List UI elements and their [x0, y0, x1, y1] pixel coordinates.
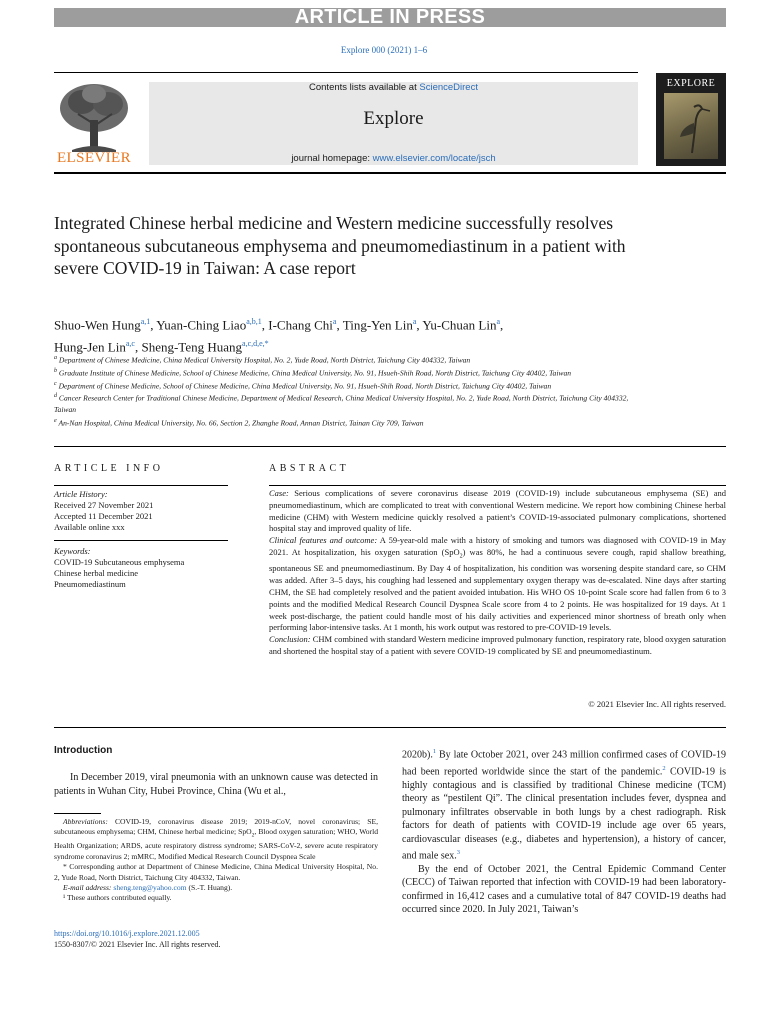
keyword-item: Chinese herbal medicine: [54, 568, 139, 578]
article-history: [54, 489, 228, 533]
heron-illustration: [664, 93, 718, 159]
footnotes: [54, 817, 378, 904]
introduction-heading: Introduction: [54, 745, 113, 756]
author-affiliation-marker[interactable]: a,1: [140, 317, 151, 326]
author-separator: ,: [336, 317, 343, 333]
abbreviations-footnote: [54, 817, 378, 862]
intro-paragraph: In December 2019, viral pneumonia with an unknown cause was detected in patients in Wuhan City, Hubei Province, China (Wu et al.,: [54, 772, 378, 797]
body-left-column: [54, 771, 378, 798]
right-paragraph-1: [402, 745, 726, 863]
author-separator: ,: [150, 317, 157, 333]
conclusion-label: Conclusion:: [269, 634, 311, 645]
journal-homepage-link[interactable]: www.elsevier.com/locate/jsch: [372, 153, 496, 164]
abbreviations-label: Abbreviations:: [63, 817, 108, 826]
abbreviations-subscript: 2: [251, 832, 255, 839]
cover-title: EXPLORE: [666, 78, 716, 89]
citation-marker[interactable]: 2: [662, 764, 666, 772]
keywords-label: Keywords:: [54, 546, 91, 556]
contents-prefix: Contents lists available at: [309, 82, 420, 93]
clinical-text: A 59-year-old male with a history of smoking and tumors was diagnosed with COVID-19 in May 2021. At hospitalization, his oxygen saturation (SpO: [269, 535, 726, 557]
affiliation-text: Department of Chinese Medicine, School of Chinese Medicine, China Medical University, No. 91, Hsueh-Shih Road, North District, Taichung City 40402, Taiwan: [58, 381, 552, 391]
abstract-heading: ABSTRACT: [269, 463, 350, 474]
author-name[interactable]: Hung-Jen Lin: [54, 339, 126, 355]
footnote-rule: [54, 813, 101, 814]
right-paragraph-2: By the end of October 2021, the Central Epidemic Command Center (CECC) of Taiwan reported that infection with COVID-19 had been laboratory-confirmed in 16,412 cases and a cumulative total of 847 COVID-19 deaths had occurred since 2020. In July 2021, Taiwan’s: [402, 863, 726, 916]
accepted-date: Accepted 11 December 2021: [54, 511, 153, 521]
author-name[interactable]: Shuo-Wen Hung: [54, 317, 141, 333]
body-rule: [54, 727, 726, 728]
affiliation-item: [54, 366, 644, 379]
journal-name: Explore: [363, 108, 424, 129]
author-affiliation-marker[interactable]: a: [496, 317, 501, 326]
article-info-heading: ARTICLE INFO: [54, 463, 164, 474]
email-footnote: [54, 883, 378, 893]
abstract-body: [269, 488, 726, 658]
affiliation-item: [54, 379, 644, 392]
keywords-block: [54, 546, 228, 590]
author-name[interactable]: I-Chang Chi: [268, 317, 333, 333]
sciencedirect-link[interactable]: ScienceDirect: [419, 82, 478, 93]
article-info-rule: [54, 485, 228, 486]
email-suffix: (S.-T. Huang).: [186, 882, 233, 892]
section-rule: [54, 446, 726, 447]
abstract-clinical: [269, 535, 726, 634]
affiliation-text: Cancer Research Center for Traditional Chinese Medicine, Department of Medical Research, China Medical University Hospital, No. 2, Yude Road, North District, Taichung City 404332, Taiwan: [54, 394, 629, 415]
affiliation-marker: b: [54, 367, 57, 374]
case-text: Serious complications of severe coronavirus disease 2019 (COVID-19) include subcutaneous emphysema (SE) and pneumomediastinum, which are complicated to treat with conventional Western medicine. We report how combining Chinese herbal medicine (CHM) with Western medicine quickly resolved a patient’s COVID-19-associated pulmonary complications, shortened hospital stay and improved quality of life.: [269, 488, 726, 534]
author-affiliation-marker[interactable]: a,b,1: [246, 317, 262, 326]
clinical-label: Clinical features and outcome:: [269, 535, 378, 546]
author-separator: ,: [134, 339, 142, 355]
right-text: By late October 2021, over 243 million confirmed cases of COVID-19 had been reported worldwide since the start of the pandemic.: [402, 749, 726, 778]
right-text: 2020b).: [402, 749, 433, 761]
affiliation-marker: c: [54, 380, 57, 387]
received-date: Received 27 November 2021: [54, 500, 154, 510]
email-link[interactable]: sheng.teng@yahoo.com: [113, 882, 187, 892]
author-name[interactable]: Sheng-Teng Huang: [141, 339, 243, 355]
article-in-press-banner: ARTICLE IN PRESS: [54, 8, 726, 27]
history-label: Article History:: [54, 489, 108, 499]
author-list: [54, 312, 694, 357]
abbreviations-text-cont: , Blood oxygen saturation; WHO, World Health Organization; ARDS, acute respiratory distress syndrome; SARS-CoV-2, severe acute respiratory syndrome coronavirus 2; mMRC, Modified Medical Research Council Dyspnea Scale: [54, 827, 378, 861]
conclusion-text: CHM combined with standard Western medicine improved pulmonary function, respiratory rate, blood oxygen saturation and shortened the hospital stay of a patient with severe COVID-19 complicated by SE and pneumomediastinum.: [269, 634, 726, 657]
journal-homepage-line: [149, 153, 638, 164]
author-affiliation-marker[interactable]: a,c: [125, 339, 135, 349]
clinical-subscript: 2: [459, 553, 463, 560]
cover-artwork: [664, 93, 718, 159]
citation-marker[interactable]: 3: [456, 849, 460, 857]
equal-contribution-footnote: ¹ These authors contributed equally.: [63, 893, 172, 903]
abbreviations-text: COVID-19, coronavirus disease 2019; 2019-nCoV, novel coronavirus; SE, subcutaneous emphysema; CHM, Chinese herbal medicine; SpO: [54, 817, 378, 837]
author-name[interactable]: Ting-Yen Lin: [342, 317, 413, 333]
author-separator: ,: [261, 317, 269, 333]
affiliation-item: [54, 391, 644, 415]
abstract-rule: [269, 485, 726, 486]
journal-citation-link[interactable]: Explore 000 (2021) 1–6: [340, 45, 428, 55]
affiliation-item: [54, 353, 644, 366]
masthead-top-rule: [54, 72, 638, 73]
affiliation-marker: d: [54, 393, 57, 400]
email-label: E-mail address:: [63, 882, 112, 892]
article-title: Integrated Chinese herbal medicine and Western medicine successfully resolves spontaneous subcutaneous emphysema and pneumomediastinum in a patient with severe COVID-19 in Taiwan: A case report: [54, 213, 626, 278]
doi-block: [54, 928, 221, 950]
homepage-prefix: journal homepage:: [291, 153, 373, 164]
citation-marker[interactable]: 1: [432, 748, 437, 755]
affiliation-text: Department of Chinese Medicine, China Medical University Hospital, No. 2, Yude Road, North District, Taichung City 404332, Taiwan: [58, 355, 471, 365]
affiliation-marker: a: [54, 355, 57, 361]
author-affiliation-marker[interactable]: a: [412, 317, 417, 326]
doi-link[interactable]: https://doi.org/10.1016/j.explore.2021.12.005: [54, 929, 200, 938]
author-name[interactable]: Yu-Chuan Lin: [422, 317, 497, 333]
contents-available-line: [149, 82, 638, 93]
elsevier-wordmark: ELSEVIER: [56, 150, 132, 166]
masthead-bottom-rule: [54, 172, 726, 174]
issn-line: 1550-8307/© 2021 Elsevier Inc. All rights reserved.: [54, 940, 221, 949]
keyword-item: COVID-19 Subcutaneous emphysema: [54, 557, 185, 567]
right-text: COVID-19 is highly contagious and is classified by traditional Chinese medicine (TCM) theory as “pestilent Qi”. The clinical presentation includes fever, dyspnea and pulmonary infiltrates observable in both lungs by a chest radiograph. Risk factors for death of patients with COVID-19 include age over 65 years, cardiovascular diseases (e.g., diabetes and hypertension), a history of cancer, and male sex.: [402, 766, 726, 862]
affiliation-item: [54, 416, 644, 429]
affiliation-marker: e: [54, 417, 57, 424]
corresponding-author-footnote: * Corresponding author at Department of Chinese Medicine, China Medical University Hospital, No. 2, Yude Road, North District, Taichung City 404332, Taiwan.: [54, 862, 378, 882]
case-label: Case:: [269, 488, 289, 498]
affiliation-text: Graduate Institute of Chinese Medicine, School of Chinese Medicine, China Medical University, No. 91, Hsueh-Shih Road, North District, Taichung City 40402, Taiwan: [58, 368, 572, 378]
abstract-conclusion: [269, 634, 726, 658]
author-affiliation-marker[interactable]: a: [332, 317, 337, 326]
journal-cover-thumbnail[interactable]: [656, 73, 726, 166]
author-separator: ,: [416, 317, 423, 333]
author-separator: ,: [500, 317, 504, 333]
abstract-copyright: © 2021 Elsevier Inc. All rights reserved.: [588, 699, 726, 709]
online-date: Available online xxx: [54, 522, 125, 532]
body-right-column: [402, 745, 726, 917]
keywords-rule: [54, 540, 228, 541]
abstract-case: [269, 488, 726, 535]
affiliation-text: An-Nan Hospital, China Medical University, No. 66, Section 2, Zhanghe Road, Annan District, Tainan City 709, Taiwan: [58, 418, 424, 428]
affiliation-list: [54, 353, 644, 428]
keyword-item: Pneumomediastinum: [54, 579, 126, 589]
author-affiliation-marker[interactable]: a,c,d,e,*: [242, 339, 269, 349]
clinical-text-cont: ) was 80%, he had a continuous severe cough, rapid shallow breathing, spontaneous SE and pneumomediastinum. By Day 4 of hospitalization, his condition was worsening despite standard care, so CHM was added. After 3–5 days, his coughing had lessened and supplementary oxygen therapy was de-escalated. Nine days after starting CHM, the SE had completely resolved and the patient avoided intubation. His WHO OS 10-point Scale score had fallen from 6 to 3 points and the modified Medical Research Council Dyspnea Scale score from 4 to 2 points. He was hospitalized for 19 days. At 1 week post-discharge, the patient could handle most of his daily activities and experienced minor shortness of breath only when performing labor-intensive tasks. At 1 month, his work output was restored to pre-COVID-19 levels.: [269, 546, 726, 633]
author-name[interactable]: Yuan-Ching Liao: [156, 317, 247, 333]
